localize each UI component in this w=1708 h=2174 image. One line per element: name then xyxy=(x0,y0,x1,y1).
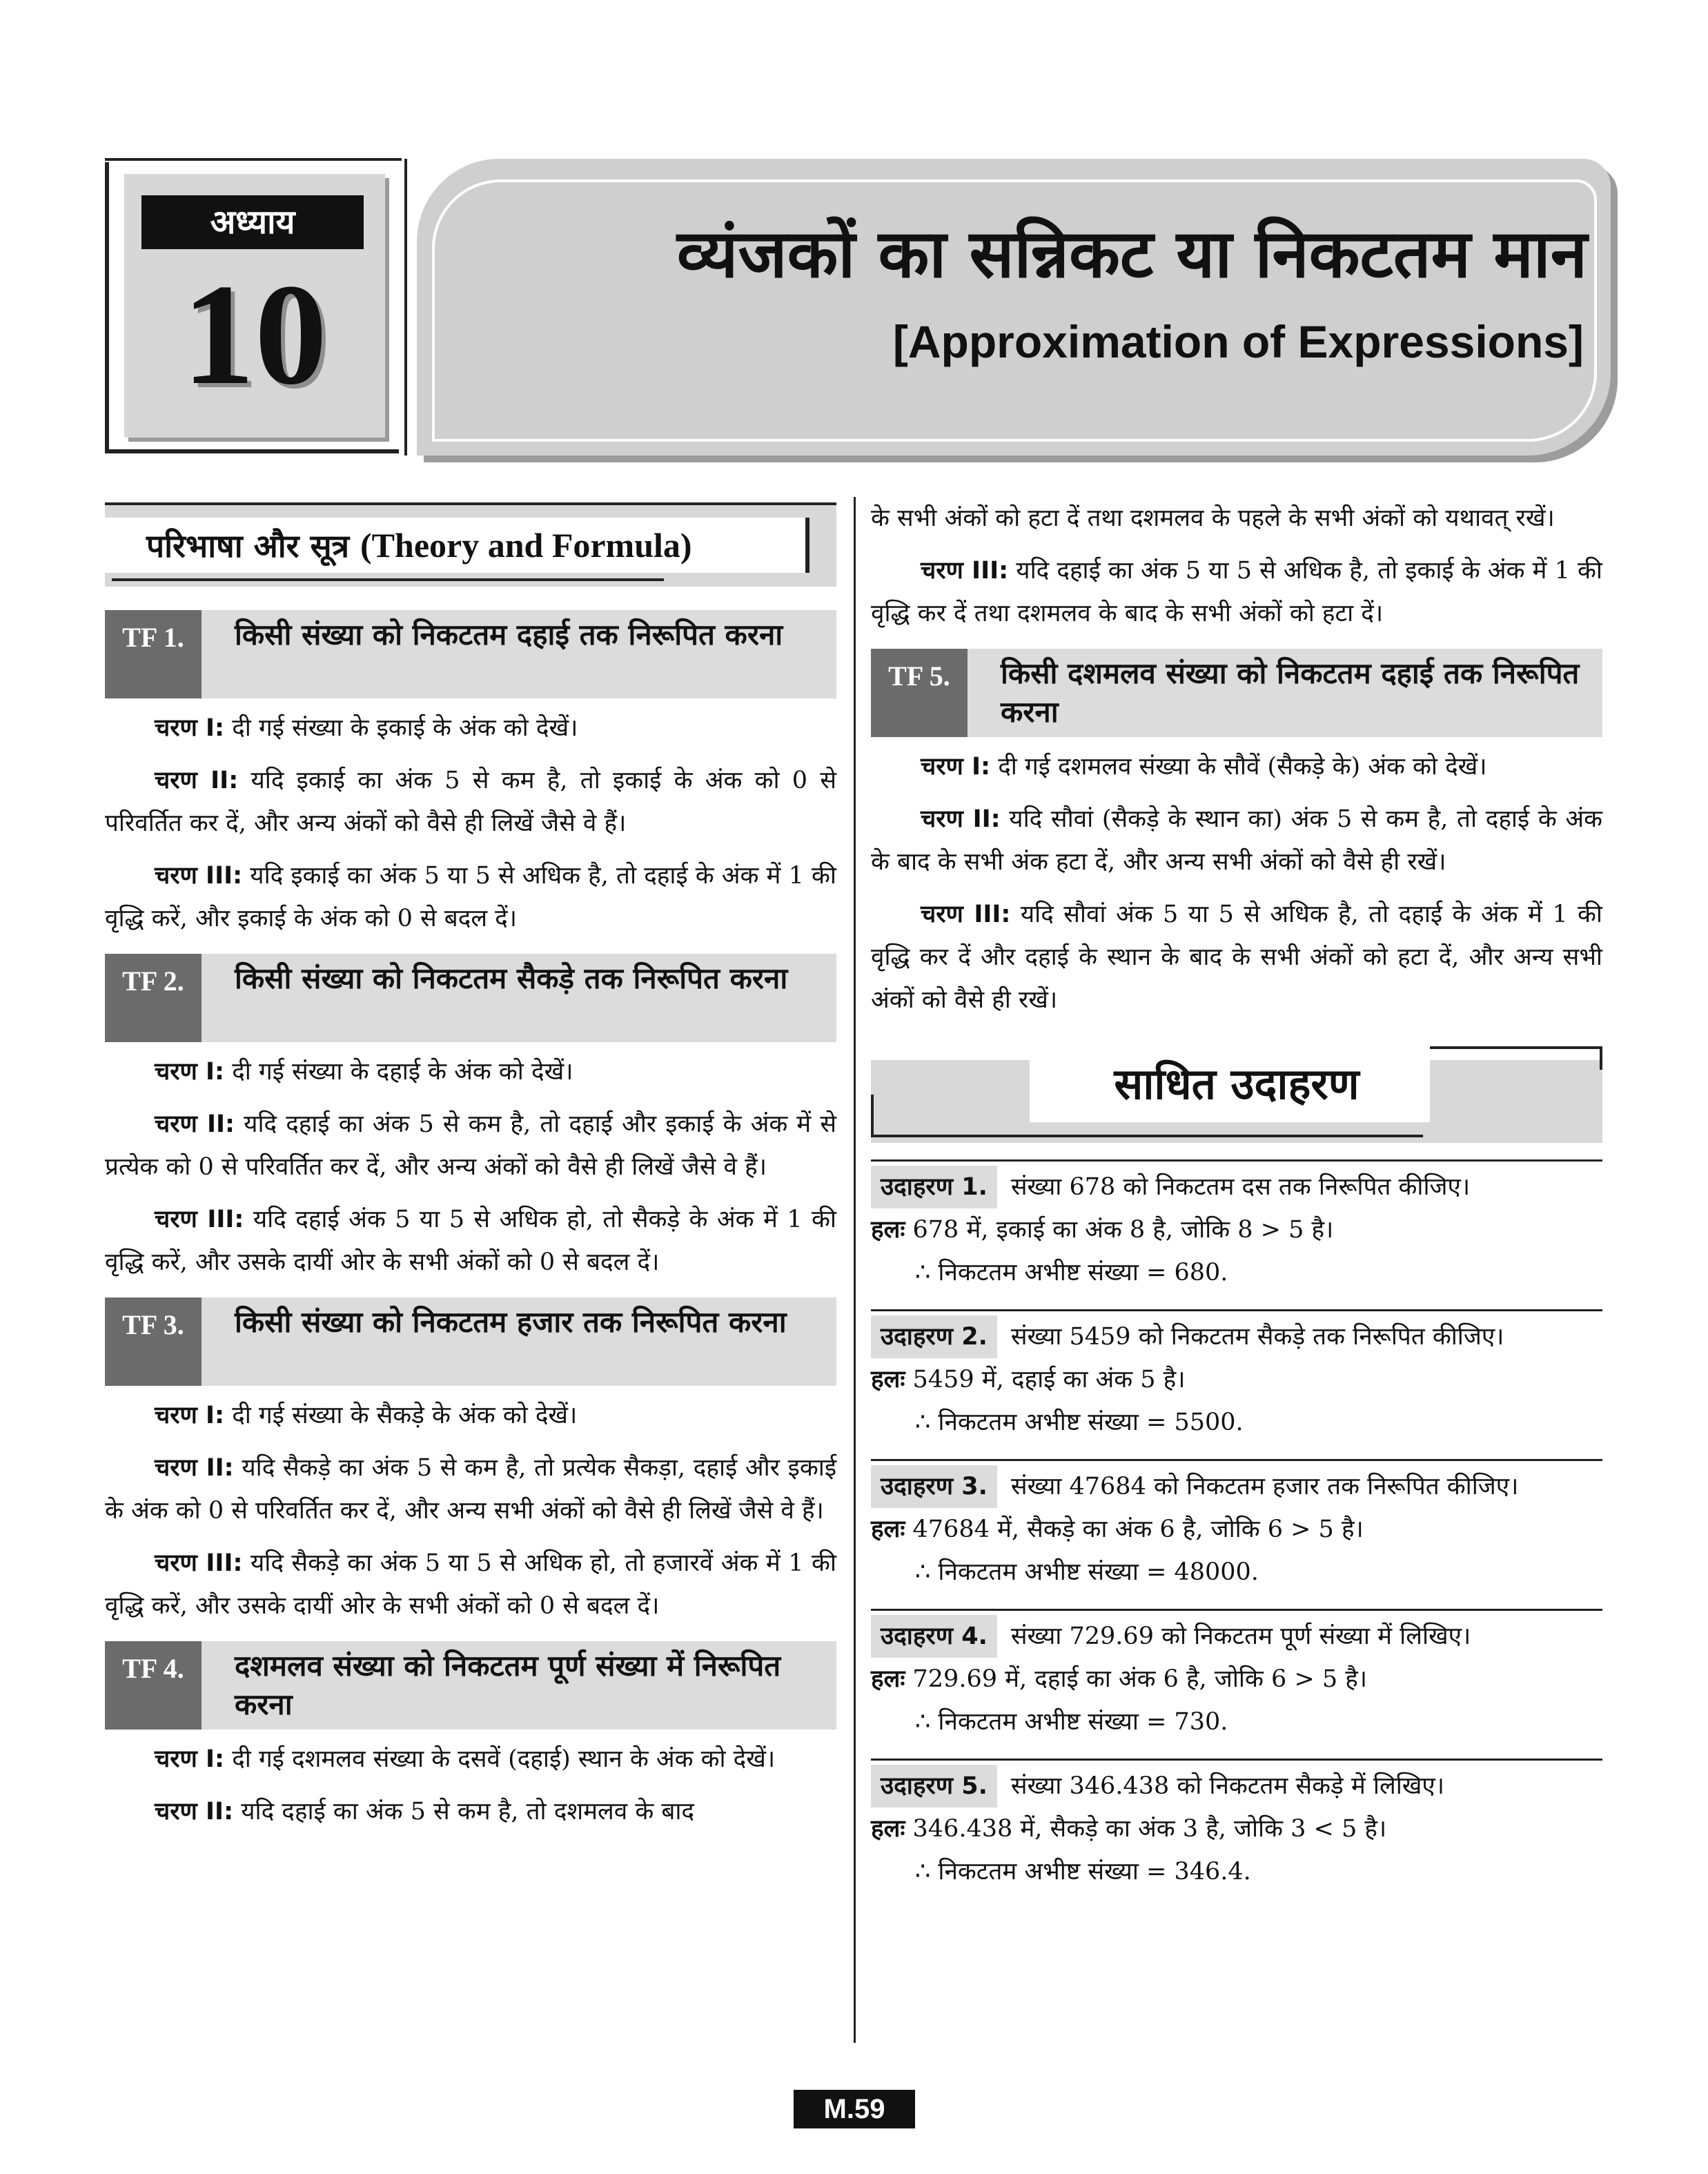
step-label: चरण II: xyxy=(921,805,1001,833)
tf4-heading xyxy=(105,1641,836,1730)
step-label: चरण II: xyxy=(155,1110,235,1138)
step-label: चरण III: xyxy=(921,901,1011,928)
step-text: दी गई संख्या के सैकड़े के अंक को देखें। xyxy=(224,1402,578,1429)
example-question-text: संख्या 47684 को निकटतम हजार तक निरूपित कीजिए। xyxy=(1010,1473,1519,1500)
chapter-frame-bottom xyxy=(105,449,399,453)
example-solution xyxy=(871,1508,1602,1551)
solved-banner-leftline xyxy=(871,1095,874,1136)
step-label: चरण II: xyxy=(155,1798,234,1825)
example-question xyxy=(871,1615,1602,1658)
tf3-heading xyxy=(105,1297,836,1386)
section-banner-underline xyxy=(112,578,664,581)
section-title-english: (Theory and Formula) xyxy=(360,526,692,565)
tf2-title: किसी संख्या को निकटतम सैकड़े तक निरूपित करना xyxy=(202,954,836,1042)
solution-text: 678 में, इकाई का अंक 8 है, जोकि 8 > 5 है। xyxy=(905,1216,1334,1244)
example-answer: ∴ निकटतम अभीष्ट संख्या = 48000. xyxy=(915,1558,1259,1586)
step-label: चरण I: xyxy=(155,1745,225,1773)
step-label: चरण I: xyxy=(921,753,991,781)
chapter-divider xyxy=(404,159,407,456)
chapter-title-band xyxy=(417,159,1611,456)
solution-text: 346.438 में, सैकड़े का अंक 3 है, जोकि 3 < 5 है। xyxy=(905,1815,1387,1843)
example-question-text: संख्या 346.438 को निकटतम सैकड़े में लिखिए। xyxy=(1010,1772,1445,1800)
chapter-title-english: [Approximation of Expressions] xyxy=(892,316,1584,367)
solved-examples-title: साधित उदाहरण xyxy=(1114,1059,1359,1109)
section-banner xyxy=(105,497,836,594)
example-solution xyxy=(871,1358,1602,1401)
tf2-heading xyxy=(105,954,836,1042)
solution-label: हलः xyxy=(871,1665,905,1693)
chapter-frame-top xyxy=(105,158,402,161)
solution-label: हलः xyxy=(871,1815,905,1843)
chapter-frame-left xyxy=(105,162,109,453)
example-question-text: संख्या 729.69 को निकटतम पूर्ण संख्या में लिखिए। xyxy=(1010,1623,1471,1650)
tf5-title: किसी दशमलव संख्या को निकटतम दहाई तक निरूपित करना xyxy=(968,649,1602,737)
chapter-label: अध्याय xyxy=(141,195,364,249)
example-answer: ∴ निकटतम अभीष्ट संख्या = 5500. xyxy=(915,1409,1244,1436)
solved-banner-underline xyxy=(871,1135,1423,1137)
step-text: यदि दहाई का अंक 5 से कम है, तो दशमलव के बाद xyxy=(233,1798,695,1825)
example-solution xyxy=(871,1208,1602,1251)
tf2-step-2 xyxy=(105,1103,836,1188)
section-title xyxy=(146,518,692,573)
solution-label: हलः xyxy=(871,1516,905,1543)
solution-text: 47684 में, सैकड़े का अंक 6 है, जोकि 6 > 5 है। xyxy=(905,1516,1364,1543)
step-text: दी गई दशमलव संख्या के सौवें (सैकड़े के) अंक को देखें। xyxy=(990,753,1487,781)
tf5-step-3 xyxy=(871,893,1602,1021)
step-text: यदि सैकड़े का अंक 5 या 5 से अधिक हो, तो हजारवें अंक में 1 की वृद्धि करें, और उसके दायीं ओर के सभी अंकों को 0 से बदल दें। xyxy=(105,1549,836,1620)
step-label: चरण III: xyxy=(155,1206,244,1233)
solved-banner-rightline xyxy=(1600,1046,1602,1070)
tf2-step-3 xyxy=(105,1198,836,1284)
step-text: दी गई संख्या के इकाई के अंक को देखें। xyxy=(224,714,578,742)
right-column xyxy=(871,497,1602,1893)
step-text: यदि सौवां (सैकड़े के स्थान का) अंक 5 से कम है, तो दहाई के अंक के बाद के सभी अंक हटा दें, और अन्य सभी अंकों को वैसे ही रखें। xyxy=(871,805,1602,876)
tf5-tag: TF 5. xyxy=(871,649,968,737)
tf3-step-1 xyxy=(105,1394,836,1437)
step-label: चरण III: xyxy=(155,1549,243,1577)
solution-label: हलः xyxy=(871,1366,905,1393)
step-text: यदि दहाई का अंक 5 से कम है, तो दहाई और इकाई के अंक में से प्रत्येक को 0 से परिवर्तित कर दें, और अन्य अंकों को वैसे ही लिखें जैसे वे हैं। xyxy=(105,1110,836,1181)
step-text: यदि दहाई अंक 5 या 5 से अधिक हो, तो सैकड़े के अंक में 1 की वृद्धि करें, और उसके दायीं ओर के सभी अंकों को 0 से बदल दें। xyxy=(105,1206,836,1276)
step-label: चरण III: xyxy=(921,557,1009,585)
example-2 xyxy=(871,1309,1602,1444)
step-label: चरण I: xyxy=(155,1058,225,1086)
example-answer: ∴ निकटतम अभीष्ट संख्या = 680. xyxy=(915,1259,1228,1286)
chapter-title-hindi: व्यंजकों का सन्निकट या निकटतम मान xyxy=(676,215,1587,293)
tf5-step-1 xyxy=(871,745,1602,788)
step-text: यदि इकाई का अंक 5 या 5 से अधिक है, तो दहाई के अंक में 1 की वृद्धि करें, और इकाई के अंक को 0 से बदल दें। xyxy=(105,862,836,932)
tf5-heading xyxy=(871,649,1602,737)
example-question xyxy=(871,1765,1602,1808)
example-label: उदाहरण 5. xyxy=(871,1765,997,1808)
tf2-step-1 xyxy=(105,1050,836,1093)
tf3-step-3 xyxy=(105,1542,836,1627)
tf3-title: किसी संख्या को निकटतम हजार तक निरूपित करना xyxy=(202,1297,836,1386)
step-text: यदि इकाई का अंक 5 से कम है, तो इकाई के अंक को 0 से परिवर्तित कर दें, और अन्य अंकों को वैसे ही लिखें जैसे वे हैं। xyxy=(105,767,836,837)
example-question-text: संख्या 678 को निकटतम दस तक निरूपित कीजिए। xyxy=(1010,1173,1471,1201)
step-text: यदि सैकड़े का अंक 5 से कम है, तो प्रत्येक सैकड़ा, दहाई और इकाई के अंक को 0 से परिवर्तित कर दें, और अन्य सभी अंकों को वैसे ही लिखें जैसे वे हैं। xyxy=(105,1454,837,1525)
page-number: M.59 xyxy=(794,2090,915,2128)
column-divider xyxy=(854,497,856,2043)
left-column xyxy=(105,497,836,1833)
example-solution xyxy=(871,1658,1602,1701)
solution-text: 5459 में, दहाई का अंक 5 है। xyxy=(905,1366,1186,1393)
tf4-step-1 xyxy=(105,1738,836,1781)
tf4-title: दशमलव संख्या को निकटतम पूर्ण संख्या में निरूपित करना xyxy=(202,1641,836,1730)
step-text: दी गई संख्या के दहाई के अंक को देखें। xyxy=(224,1058,573,1086)
tf4-step-3 xyxy=(871,549,1602,635)
example-answer: ∴ निकटतम अभीष्ट संख्या = 730. xyxy=(915,1708,1228,1736)
example-question xyxy=(871,1465,1602,1508)
example-answer: ∴ निकटतम अभीष्ट संख्या = 346.4. xyxy=(915,1858,1251,1886)
tf5-step-2 xyxy=(871,798,1602,883)
solution-label: हलः xyxy=(871,1216,905,1244)
example-question xyxy=(871,1166,1602,1208)
example-label: उदाहरण 1. xyxy=(871,1166,997,1208)
example-label: उदाहरण 4. xyxy=(871,1615,997,1658)
step-label: चरण II: xyxy=(155,1454,234,1482)
chapter-number: 10 xyxy=(182,255,327,415)
tf1-step-3 xyxy=(105,854,836,940)
tf4-step-2 xyxy=(105,1790,836,1833)
tf1-heading xyxy=(105,610,836,698)
step-text: यदि दहाई का अंक 5 या 5 से अधिक है, तो इकाई के अंक में 1 की वृद्धि कर दें तथा दशमलव के बाद के सभी अंकों को हटा दें। xyxy=(871,557,1602,627)
step-label: चरण I: xyxy=(155,714,225,742)
example-label: उदाहरण 2. xyxy=(871,1315,997,1358)
tf2-tag: TF 2. xyxy=(105,954,202,1042)
tf1-title: किसी संख्या को निकटतम दहाई तक निरूपित करना xyxy=(202,610,836,698)
step-text: दी गई दशमलव संख्या के दसवें (दहाई) स्थान के अंक को देखें। xyxy=(224,1745,776,1773)
example-solution xyxy=(871,1808,1602,1850)
tf1-step-1 xyxy=(105,707,836,750)
tf4-tag: TF 4. xyxy=(105,1641,202,1730)
example-label: उदाहरण 3. xyxy=(871,1465,997,1508)
example-question-text: संख्या 5459 को निकटतम सैकड़े तक निरूपित कीजिए। xyxy=(1010,1323,1504,1351)
tf1-tag: TF 1. xyxy=(105,610,202,698)
tf4-step-2-continued: के सभी अंकों को हटा दें तथा दशमलव के पहले के सभी अंकों को यथावत् रखें। xyxy=(871,505,1555,532)
step-text: यदि सौवां अंक 5 या 5 से अधिक है, तो दहाई के अंक में 1 की वृद्धि कर दें और दहाई के स्थान के बाद के सभी अंकों को हटा दें, और अन्य सभी अंकों को वैसे ही रखें। xyxy=(871,901,1602,1014)
tf3-step-2 xyxy=(105,1447,836,1532)
tf3-tag: TF 3. xyxy=(105,1297,202,1386)
section-title-hindi: परिभाषा और सूत्र xyxy=(146,527,349,565)
solved-examples-banner xyxy=(871,1046,1602,1143)
step-label: चरण III: xyxy=(155,862,243,890)
solution-text: 729.69 में, दहाई का अंक 6 है, जोकि 6 > 5 है। xyxy=(905,1665,1368,1693)
example-5 xyxy=(871,1759,1602,1893)
example-question xyxy=(871,1315,1602,1358)
step-label: चरण I: xyxy=(155,1402,225,1429)
step-label: चरण II: xyxy=(155,767,239,794)
example-4 xyxy=(871,1609,1602,1743)
tf1-step-2 xyxy=(105,759,836,845)
example-1 xyxy=(871,1159,1602,1294)
example-3 xyxy=(871,1459,1602,1594)
